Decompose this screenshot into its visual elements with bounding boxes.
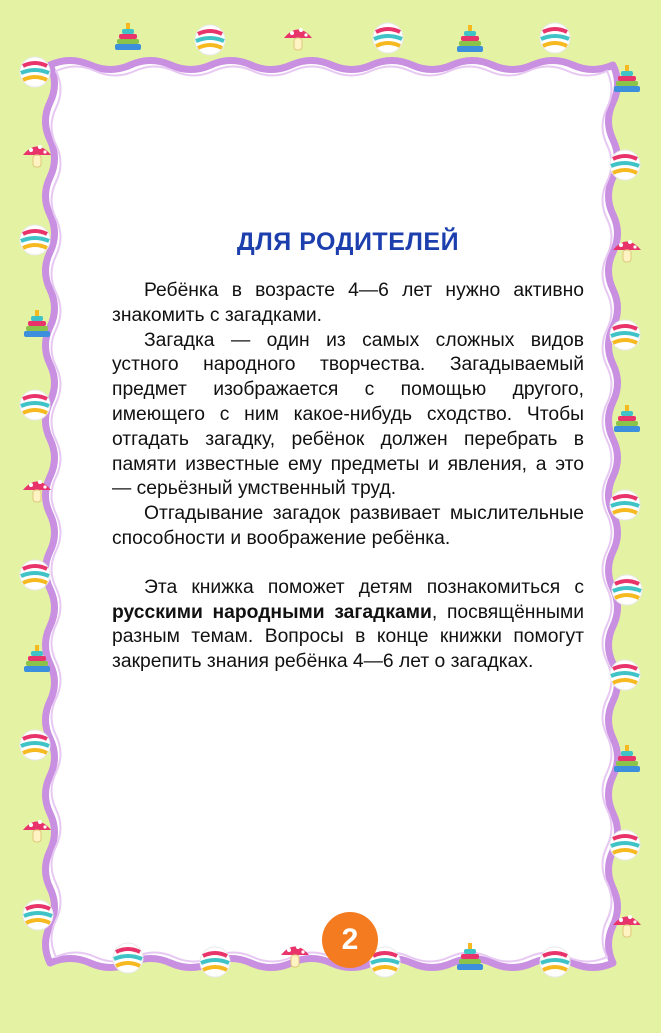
ball-icon xyxy=(21,898,55,932)
page-number-badge xyxy=(322,912,378,968)
mushroom-icon xyxy=(610,908,644,942)
ball-icon xyxy=(608,488,642,522)
mushroom-icon xyxy=(278,938,312,972)
ball-icon xyxy=(538,945,572,979)
paragraph-2: Загадка — один из самых сложных видов устного народного творчества. Загадываемый предмет изображается с помощью другого, имеющего с ним какое-нибудь сходство. Чтобы отгадать загадку, ребёнок должен перебрать в памяти известные ему предметы и явления, а это — серьёзный умственный труд. xyxy=(112,329,584,500)
ball-icon xyxy=(198,945,232,979)
ball-icon xyxy=(608,658,642,692)
pyramid-toy-icon xyxy=(20,643,54,677)
mushroom-icon xyxy=(610,233,644,267)
paragraph-4-end: , посвящёнными разным темам. Вопросы в конце книжки помогут закрепить знания ребёнка 4—6 лет о загадках. xyxy=(112,601,584,673)
ball-icon xyxy=(608,318,642,352)
mushroom-icon xyxy=(20,473,54,507)
page-title: ДЛЯ РОДИТЕЛЕЙ xyxy=(236,228,460,256)
ball-icon xyxy=(608,828,642,862)
text-content xyxy=(112,228,584,675)
paragraph-4-emphasis: русскими народными загадками xyxy=(112,601,432,623)
paragraph-4-start: Эта книжка поможет детям познакомиться с xyxy=(144,576,584,598)
ball-icon xyxy=(538,21,572,55)
ball-icon xyxy=(610,573,644,607)
ball-icon xyxy=(193,23,227,57)
mushroom-icon xyxy=(20,138,54,172)
ball-icon xyxy=(18,223,52,257)
pyramid-toy-icon xyxy=(453,941,487,975)
paragraph-1: Ребёнка в возрасте 4—6 лет нужно активно знакомить с загадками. xyxy=(112,280,584,326)
ball-icon xyxy=(18,728,52,762)
pyramid-toy-icon xyxy=(610,743,644,777)
pyramid-toy-icon xyxy=(610,63,644,97)
ball-icon xyxy=(18,388,52,422)
pyramid-toy-icon xyxy=(610,403,644,437)
mushroom-icon xyxy=(20,813,54,847)
page-number: 2 xyxy=(341,923,359,956)
paragraph-4 xyxy=(112,576,584,675)
pyramid-toy-icon xyxy=(20,308,54,342)
ball-icon xyxy=(371,21,405,55)
mushroom-icon xyxy=(281,21,315,55)
paragraph-3: Отгадывание загадок развивает мыслительные способности и воображение ребёнка. xyxy=(112,503,584,549)
pyramid-toy-icon xyxy=(453,23,487,57)
pyramid-toy-icon xyxy=(111,21,145,55)
ball-icon xyxy=(608,148,642,182)
ball-icon xyxy=(18,558,52,592)
ball-icon xyxy=(18,55,52,89)
ball-icon xyxy=(111,941,145,975)
